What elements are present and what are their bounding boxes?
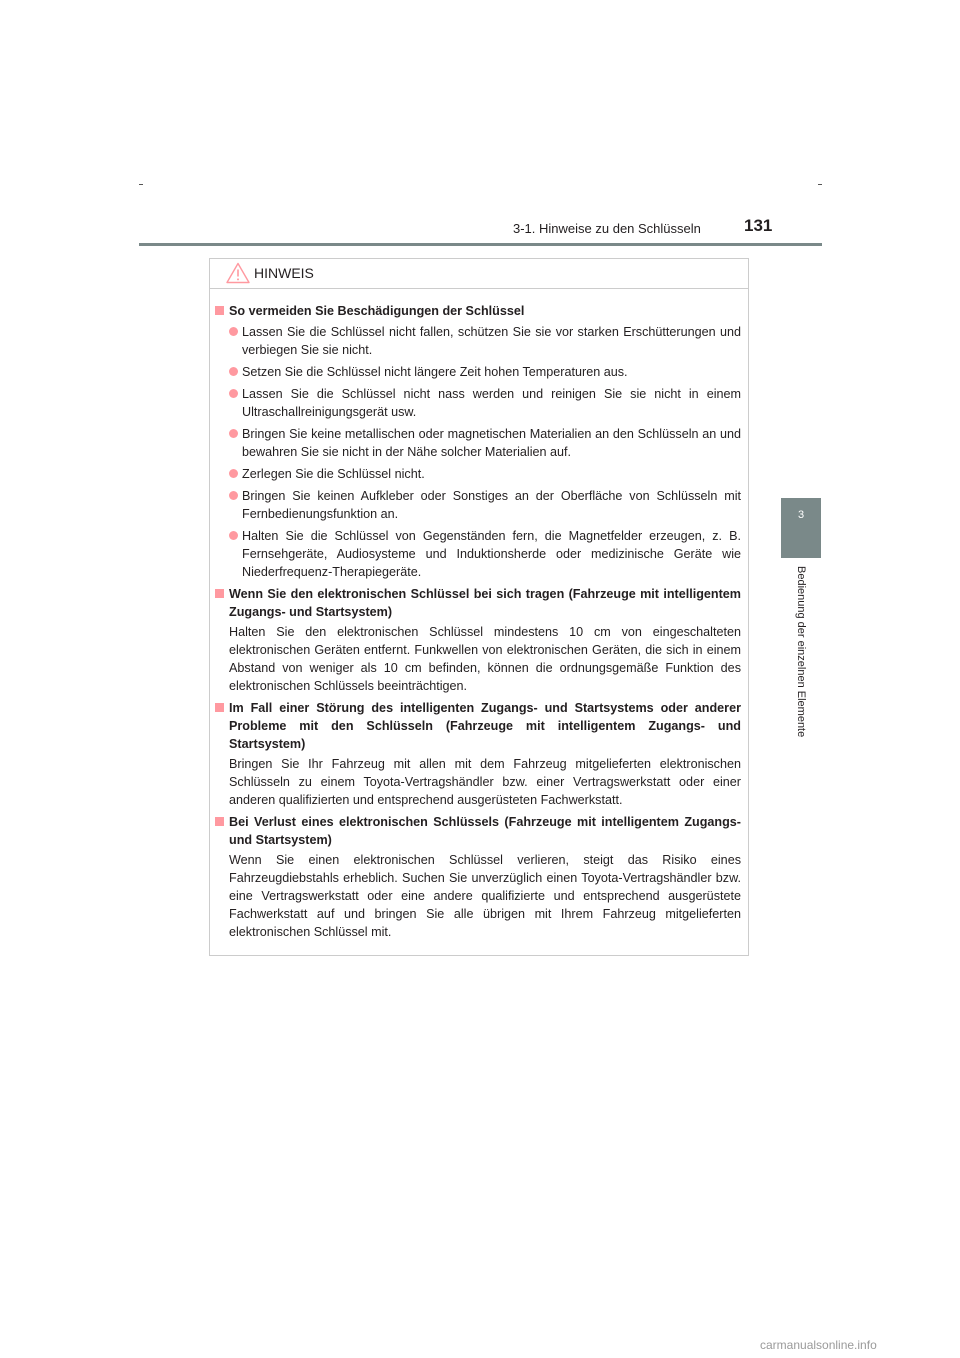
watermark: carmanualsonline.info <box>760 1338 877 1352</box>
bullet-dot <box>229 327 238 336</box>
section-marker <box>215 817 224 826</box>
section-marker <box>215 703 224 712</box>
section-heading: Im Fall einer Störung des intelligenten Zugangs- und Startsystems oder anderer Probleme mit den Schlüsseln (Fahrzeuge mit intelligentem Zugangs- und Startsystem) <box>229 701 741 751</box>
section-text: Halten Sie den elektronischen Schlüssel mindestens 10 cm von eingeschalteten elektronischen Geräten entfernt. Funkwellen von elektronischen Geräten, die sich in einem Abstand von weniger als 10 cm befinden, können die ordnungsgemäße Funktion des elektronischen Schlüssels beeinträchtigen. <box>229 625 741 693</box>
warning-triangle-icon <box>226 262 250 284</box>
bullet-text: Lassen Sie die Schlüssel nicht fallen, schützen Sie sie vor starken Erschütterungen und verbiegen Sie sie nicht. <box>242 325 741 357</box>
bullet-dot <box>229 491 238 500</box>
bullet-dot <box>229 429 238 438</box>
crop-mark-right <box>818 184 822 185</box>
bullet-text: Lassen Sie die Schlüssel nicht nass werden und reinigen Sie sie nicht in einem Ultraschallreinigungsgerät usw. <box>242 387 741 419</box>
section-heading: Wenn Sie den elektronischen Schlüssel bei sich tragen (Fahrzeuge mit intelligentem Zugangs- und Startsystem) <box>229 587 741 619</box>
section-heading: Bei Verlust eines elektronischen Schlüssels (Fahrzeuge mit intelligentem Zugangs- und Startsystem) <box>229 815 741 847</box>
list-item <box>229 487 741 523</box>
page-number: 131 <box>744 216 773 235</box>
list-item <box>229 465 741 483</box>
bullet-text: Bringen Sie keinen Aufkleber oder Sonstiges an der Oberfläche von Schlüsseln mit Fernbedienungsfunktion an. <box>242 489 741 521</box>
bullet-dot <box>229 531 238 540</box>
chapter-label: Bedienung der einzelnen Elemente <box>795 566 807 738</box>
section-text: Wenn Sie einen elektronischen Schlüssel verlieren, steigt das Risiko eines Fahrzeugdiebstahls erheblich. Suchen Sie unverzüglich einen Toyota-Vertragshändler bzw. eine Vertragswerkstatt oder eine andere qualifizierte und entsprechend ausgerüstete Fachwerkstatt auf und bringen Sie alle übrigen mit Ihrem Fahrzeug mitgelieferten elektronischen Schlüssel mit. <box>229 853 741 939</box>
notice-header <box>210 259 748 289</box>
notice-title: HINWEIS <box>254 265 314 281</box>
chapter-tab <box>781 498 821 558</box>
section-marker <box>215 306 224 315</box>
bullet-dot <box>229 469 238 478</box>
list-item <box>229 527 741 581</box>
section-carrying-key <box>215 585 741 695</box>
section-key-damage <box>215 302 741 581</box>
bullet-dot <box>229 367 238 376</box>
bullet-text: Bringen Sie keine metallischen oder magnetischen Materialien an den Schlüsseln an und bewahren Sie sie nicht in der Nähe solcher Materialien auf. <box>242 427 741 459</box>
list-item <box>229 323 741 359</box>
bullet-dot <box>229 389 238 398</box>
section-header: 3-1. Hinweise zu den Schlüsseln <box>513 221 701 236</box>
section-lost-key <box>215 813 741 941</box>
bullet-text: Halten Sie die Schlüssel von Gegenständen fern, die Magnetfelder erzeugen, z. B. Fernsehgeräte, Audiosysteme und Induktionsherde oder medizinische Geräte wie Niederfrequenz-Therapiegeräte. <box>242 529 741 579</box>
bullet-text: Zerlegen Sie die Schlüssel nicht. <box>242 467 425 481</box>
notice-body <box>210 289 748 941</box>
list-item <box>229 425 741 461</box>
bullet-text: Setzen Sie die Schlüssel nicht längere Zeit hohen Temperaturen aus. <box>242 365 628 379</box>
section-marker <box>215 589 224 598</box>
list-item <box>229 363 741 381</box>
section-malfunction <box>215 699 741 809</box>
crop-mark-left <box>139 184 143 185</box>
section-text: Bringen Sie Ihr Fahrzeug mit allen mit dem Fahrzeug mitgelieferten elektronischen Schlüsseln zu einem Toyota-Vertragshändler bzw. einer Vertragswerkstatt oder einer anderen qualifizierten und entsprechend ausgerüsteten Fachwerkstatt. <box>229 757 741 807</box>
section-heading: So vermeiden Sie Beschädigungen der Schlüssel <box>229 304 525 318</box>
notice-box <box>209 258 749 956</box>
header-rule <box>139 243 822 246</box>
list-item <box>229 385 741 421</box>
bullet-list <box>229 323 741 581</box>
chapter-number: 3 <box>797 509 805 521</box>
